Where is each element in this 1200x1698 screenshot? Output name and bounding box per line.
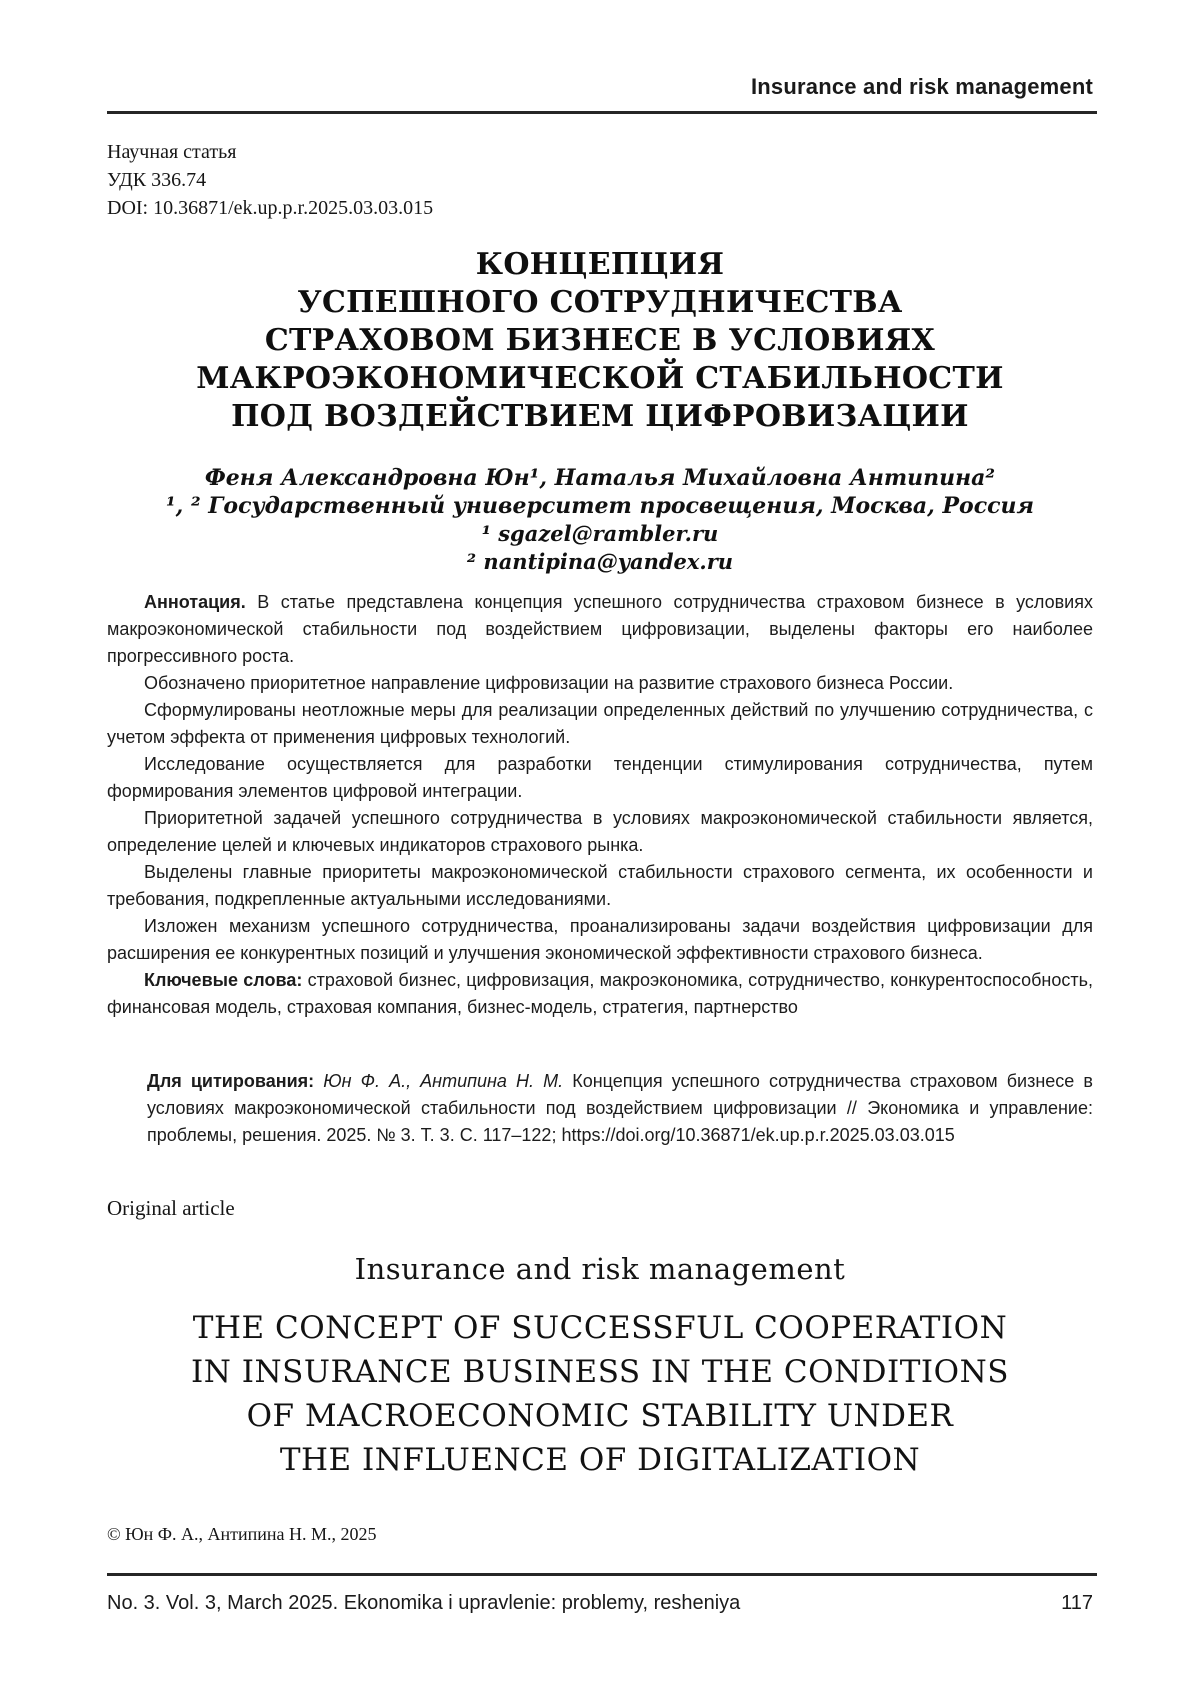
title-ru-line-2: УСПЕШНОГО СОТРУДНИЧЕСТВА	[297, 285, 903, 320]
abstract-text: В статье представлена концепция успешного сотрудничества страховом бизнесе в условиях макроэкономической стабильности под воздействием цифровизации, выделены факторы его наиболее прогрессивного роста.	[107, 592, 1093, 666]
abstract-paragraph: Сформулированы неотложные меры для реализации определенных действий по улучшению сотрудничества, с учетом эффекта от применения цифровых технологий.	[107, 700, 1093, 747]
keywords-label: Ключевые слова:	[144, 970, 303, 990]
footer-rule	[107, 1573, 1097, 1576]
doi-line: DOI: 10.36871/ek.up.p.r.2025.03.03.015	[107, 197, 434, 219]
udk-code: УДК 336.74	[107, 169, 207, 191]
title-en-line-1: THE CONCEPT OF SUCCESSFUL COOPERATION	[192, 1310, 1008, 1346]
running-head-section: Insurance and risk management	[750, 74, 1093, 99]
title-ru-line-4: МАКРОЭКОНОМИЧЕСКОЙ СТАБИЛЬНОСТИ	[196, 361, 1004, 396]
abstract-paragraph: Выделены главные приоритеты макроэкономической стабильности страхового сегмента, их особенности и требования, подкрепленные актуальными исследованиями.	[107, 862, 1093, 909]
abstract-paragraph: Исследование осуществляется для разработки тенденции стимулирования сотрудничества, путем формирования элементов цифровой интеграции.	[107, 754, 1093, 801]
title-en-line-3: OF MACROECONOMIC STABILITY UNDER	[246, 1398, 954, 1434]
keywords-paragraph	[107, 967, 1093, 1021]
keywords-text: страховой бизнес, цифровизация, макроэкономика, сотрудничество, конкурентоспособность, финансовая модель, страховая компания, бизнес-модель, стратегия, партнерство	[107, 970, 1093, 1017]
original-article-label: Original article	[107, 1196, 235, 1220]
author-names: Феня Александровна Юн¹, Наталья Михайловна Антипина²	[204, 465, 996, 491]
abstract-paragraph	[107, 589, 1093, 670]
citation-authors: Юн Ф. А., Антипина Н. М.	[323, 1071, 564, 1091]
article-title-ru	[107, 246, 1093, 436]
author-affiliation: ¹, ² Государственный университет просвещения, Москва, Россия	[165, 493, 1034, 519]
section-heading-en: Insurance and risk management	[354, 1252, 846, 1286]
article-title-en	[107, 1306, 1093, 1482]
title-ru-line-3: СТРАХОВОМ БИЗНЕСЕ В УСЛОВИЯХ	[264, 323, 936, 358]
citation-block	[147, 1068, 1093, 1149]
page-footer	[107, 1592, 1093, 1615]
abstract-paragraph: Обозначено приоритетное направление цифровизации на развитие страхового бизнеса России.	[144, 673, 954, 693]
title-en-line-2: IN INSURANCE BUSINESS IN THE CONDITIONS	[191, 1354, 1009, 1390]
abstract-block	[107, 589, 1093, 1021]
authors-block	[107, 464, 1093, 576]
title-en-line-4: THE INFLUENCE OF DIGITALIZATION	[279, 1442, 921, 1478]
page-number: 117	[1061, 1592, 1093, 1614]
header-rule	[107, 111, 1097, 114]
abstract-paragraph: Изложен механизм успешного сотрудничества, проанализированы задачи воздействия цифровизации для расширения ее конкурентных позиций и улучшения экономической эффективности страхового бизнеса.	[107, 916, 1093, 963]
copyright-line: © Юн Ф. А., Антипина Н. М., 2025	[107, 1524, 377, 1544]
citation-text: Концепция успешного сотрудничества страховом бизнесе в условиях макроэкономической стабильности под воздействием цифровизации // Экономика и управление: проблемы, решения. 2025. № 3. Т. 3. С. 117–122; https://doi.org/10.36871/ek.up.p.r.2025.03.03.015	[147, 1071, 1093, 1145]
title-ru-line-5: ПОД ВОЗДЕЙСТВИЕМ ЦИФРОВИЗАЦИИ	[231, 399, 969, 434]
author-email-1: ¹ sgazel@rambler.ru	[481, 521, 719, 546]
abstract-paragraph: Приоритетной задачей успешного сотрудничества в условиях макроэкономической стабильности является, определение целей и ключевых индикаторов страхового рынка.	[107, 808, 1093, 855]
title-ru-line-1: КОНЦЕПЦИЯ	[475, 247, 725, 282]
abstract-label: Аннотация.	[144, 592, 246, 612]
journal-issue-line: No. 3. Vol. 3, March 2025. Ekonomika i upravlenie: problemy, resheniya	[107, 1592, 741, 1614]
author-email-2: ² nantipina@yandex.ru	[466, 549, 734, 574]
article-type-label: Научная статья	[107, 141, 237, 163]
article-meta	[107, 138, 433, 222]
citation-label: Для цитирования:	[147, 1071, 315, 1091]
